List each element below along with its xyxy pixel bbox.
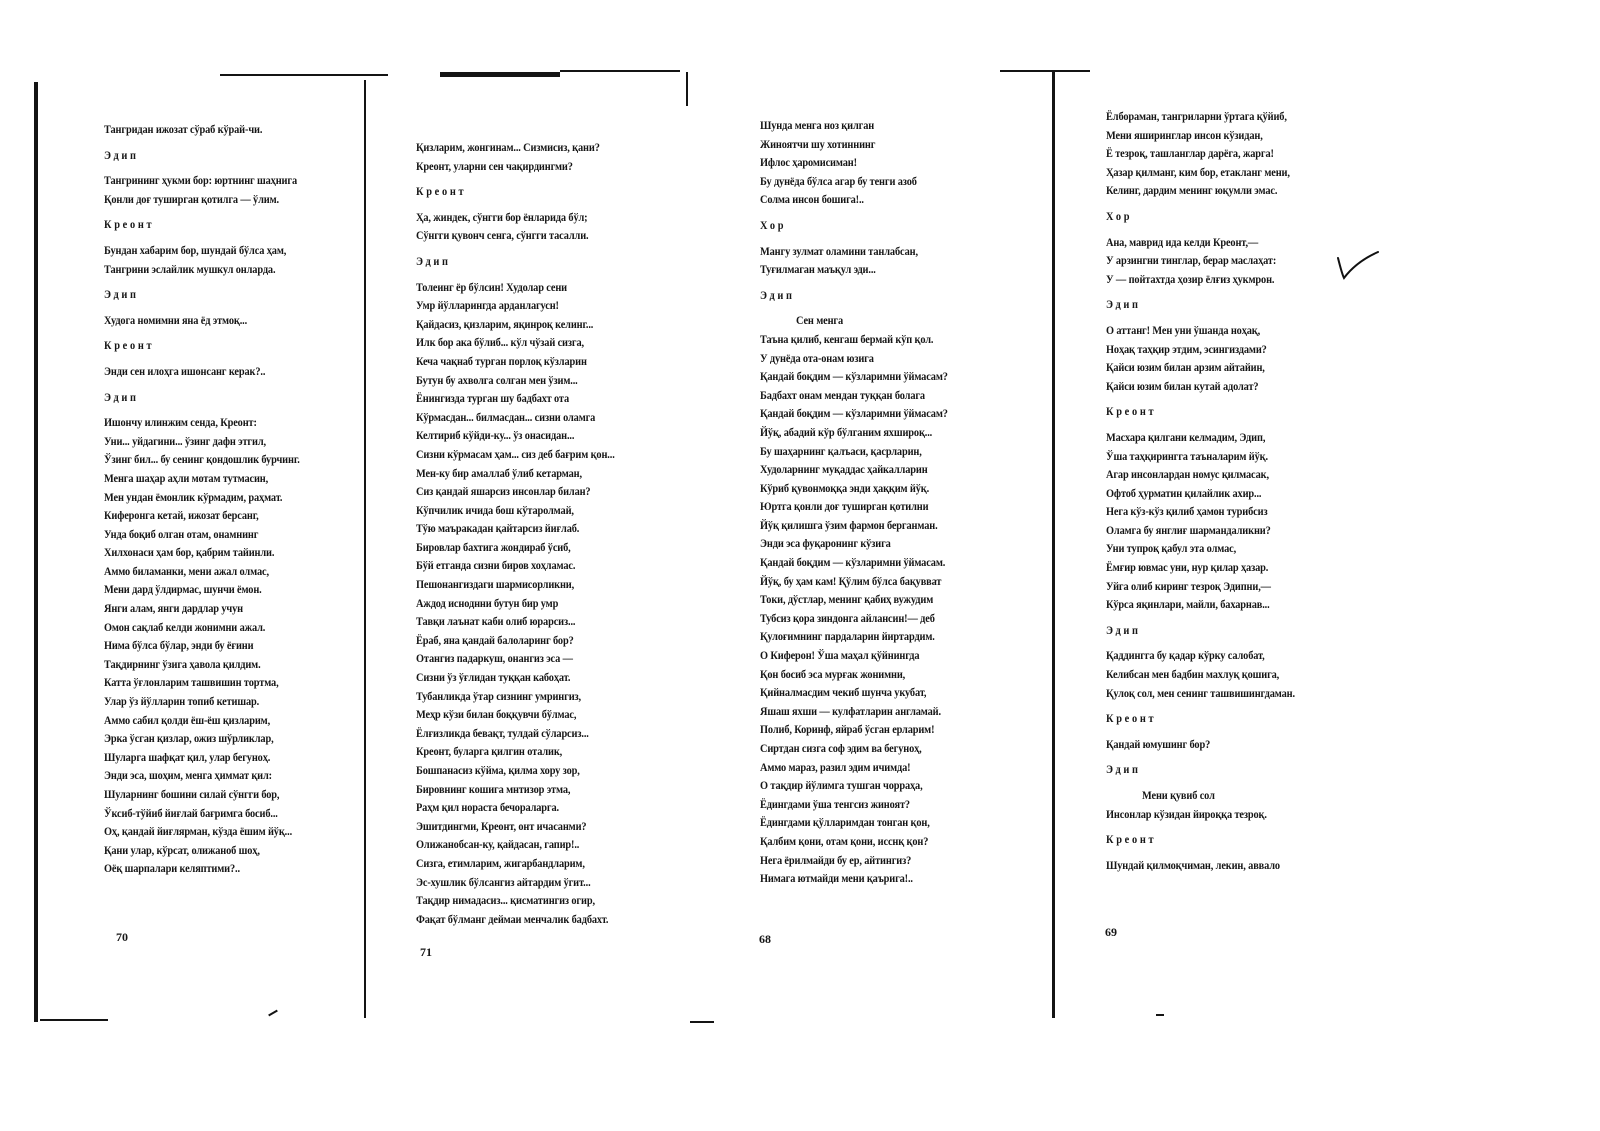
speaker-name: Хор [1106, 210, 1133, 223]
verse-line: Қандай боқдим — кўзларимни ўймасам. [760, 557, 946, 570]
speaker-name: Эдип [416, 255, 451, 268]
page-text [760, 117, 948, 889]
verse-line: Оҳ, қандай йиғлярман, кўзда ёшим йўқ... [104, 826, 293, 839]
verse-line: Ҳа, жиндек, сўнгги бор ёнларида бўл; [416, 211, 588, 224]
speaker-name: Эдип [104, 391, 139, 404]
page-number: 70 [116, 930, 128, 944]
verse-line: Тангридан ижозат сўраб кўрай-чи. [104, 124, 263, 136]
verse-line: Умр йўлларингда арданлагусн! [416, 300, 559, 313]
speaker-name: Эдип [1106, 299, 1141, 312]
verse-line: Токи, дўстлар, менинг қабиҳ вужудим [760, 594, 934, 607]
verse-line: Оёқ шарпалари келяптими?.. [104, 863, 240, 876]
verse-line: Қандай боқдим — кўзларимни ўймасам? [760, 408, 948, 421]
verse-line: Нега кўз-кўз қилиб ҳамон турибсиз [1106, 506, 1268, 519]
verse-line: Ишончу илинжим сенда, Креонт: [104, 417, 257, 430]
speaker-name: Креонт [104, 219, 155, 232]
verse-line: Агар инсонлардан номус қилмасак, [1106, 469, 1269, 482]
verse-line: Толеинг ёр бўлсин! Худолар сени [416, 281, 568, 294]
verse-line: Яшаш яхши — кулфатларин англамай. [760, 705, 941, 718]
verse-line: Сиз қандай яшарсиз инсонлар билан? [416, 486, 591, 499]
verse-line: Тақдир нимадасиз... қисматингиз огир, [416, 895, 595, 908]
verse-line: Фақат бўлманг деймаи менчалик бадбахт. [416, 913, 609, 926]
verse-line: Қон босиб эса мурғак жонимни, [760, 668, 906, 681]
verse-line: Ё тезроқ, ташланглар дарёга, жарга! [1106, 148, 1274, 161]
verse-line: Эшитдингми, Креонт, онт ичасанми? [416, 820, 587, 833]
scan-edge-center-tick [686, 72, 688, 106]
verse-line: Мен ундан ёмонлик кўрмадим, раҳмат. [104, 491, 283, 504]
verse-line: Тубанликда ўтар сизнинг умрингиз, [416, 690, 582, 703]
verse-line: Сизга, етимларим, жигарбандларим, [416, 857, 585, 870]
verse-line: Олижанобсан-ку, қайдасан, гапир!.. [416, 839, 580, 852]
verse-line: Қандай юмушинг бор? [1106, 738, 1211, 751]
page-number: 69 [1105, 925, 1117, 939]
page-71 [416, 139, 615, 929]
verse-line: Ҳазар қилманг, ким бор, етакланг мени, [1106, 166, 1290, 179]
scan-line-bottom-2 [690, 1021, 714, 1023]
verse-line: Нима бўлса бўлар, энди бу ёғини [104, 640, 254, 653]
verse-line: Кўпчилик ичида бош кўтаролмай, [416, 504, 574, 517]
verse-line: Эрка ўсган қизлар, ожиз шўрликлар, [104, 733, 274, 746]
verse-line: Масхара қилгани келмадим, Эдип, [1106, 431, 1266, 444]
verse-line: Қийналмасдим чекиб шунча укубат, [760, 687, 927, 700]
verse-line: О аттанг! Мен уни ўшанда ноҳақ, [1106, 324, 1261, 337]
verse-line: Ёлбораман, тангриларни ўртага қўйиб, [1106, 111, 1287, 123]
scan-line-bottom-1 [40, 1019, 108, 1021]
verse-line: Ёдингдами қўлларимдан тонган қон, [760, 817, 930, 830]
verse-line: О Киферон! Ўша маҳал қўйнингда [760, 650, 920, 663]
scan-speck-1 [268, 1010, 278, 1017]
verse-line: Ёдингдами ўша тенгсиз жиноят? [760, 798, 910, 811]
page-70 [104, 121, 300, 879]
speaker-name: Креонт [104, 340, 155, 353]
verse-line: Омон сақлаб келди жонимни ажал. [104, 621, 266, 634]
verse-line: Кўриб қувонмоққа энди ҳаққим йўқ. [760, 482, 930, 495]
verse-line: Келтириб кўйди-ку... ўз онасидан... [416, 430, 575, 443]
verse-line: Уни тупроқ қабул эта олмас, [1106, 543, 1237, 556]
verse-line: Сизни ўз ўғлидан туққан кабоҳат. [416, 672, 571, 685]
verse-line: Илк бор ака бўлиб... кўл чўзай сизга, [416, 337, 584, 350]
verse-line: Уйга олиб киринг тезроқ Эдипни,— [1106, 580, 1271, 593]
verse-line: Янги алам, янги дардлар учун [104, 603, 243, 616]
verse-line: Қулоқ сол, мен сенинг ташвишингдаман. [1106, 687, 1295, 700]
verse-line: Ўксиб-тўйиб йиғлай бағримга босиб... [104, 807, 278, 820]
verse-line: Отангиз падаркуш, онангиз эса — [416, 653, 573, 666]
verse-line: Келибсан мен бадбин махлуқ қошига, [1106, 669, 1280, 682]
verse-line: Ўша таҳқирингга таъналарим йўқ. [1106, 450, 1268, 463]
speaker-name: Эдип [1106, 764, 1141, 777]
verse-line: Креонт, буларга қилгин оталик, [416, 746, 563, 759]
verse-line: Бу дунёда бўлса агар бу тенги азоб [760, 175, 917, 188]
verse-line: Тангрини эслайлик мушкул онларда. [104, 263, 276, 276]
page-number: 68 [759, 932, 771, 946]
speaker-name: Креонт [1106, 406, 1157, 419]
page-number: 71 [420, 945, 432, 959]
verse-line: Ёнингизда турган шу бадбахт ота [416, 393, 569, 406]
verse-line: Қандай боқдим — кўзларимни ўймасам? [760, 371, 948, 384]
verse-line: Кўрмасдан... билмасдан... сизни оламга [416, 411, 596, 424]
speaker-name: Креонт [1106, 834, 1157, 847]
verse-line: Солма инсон бошига!.. [760, 194, 864, 207]
verse-line: Қайси юзим билан кутай адолат? [1106, 380, 1259, 393]
verse-line: Қайси юзим билан арзим айтайин, [1106, 362, 1265, 375]
verse-line: Тавқи лаънат каби олиб юрарсиз... [416, 616, 576, 629]
verse-line: Шуларнинг бошини силай сўнгги бор, [104, 789, 280, 801]
page-68 [760, 117, 948, 889]
verse-line: Қани улар, кўрсат, олижаноб шоҳ, [104, 844, 260, 857]
verse-line: Кеча чақнаб турган порлоқ кўзларин [416, 355, 587, 368]
verse-line: Тангрининг ҳукми бор: юртнинг шаҳнига [104, 175, 297, 188]
verse-line: Келинг, дардим менинг юқумли эмас. [1106, 185, 1278, 198]
verse-line: Энди эса фуқаронинг кўзига [760, 538, 891, 551]
verse-line: Мени дард ўлдирмас, шунчи ёмон. [104, 584, 262, 597]
speaker-name: Креонт [1106, 713, 1157, 726]
verse-line: О тақдир йўлимга тушган чорраҳа, [760, 780, 923, 793]
verse-line: Тўю маъракадан қайтарсиз йиғлаб. [416, 523, 580, 536]
verse-line: Мен-ку бир амаллаб ўлиб кетарман, [416, 467, 582, 480]
verse-line: Қаддингга бу қадар кўрку салобат, [1106, 650, 1265, 663]
scan-edge-center-right [1052, 70, 1055, 1018]
speaker-name: Хор [760, 219, 787, 232]
verse-line: Унда боқиб олган отам, онамнинг [104, 528, 259, 541]
scan-line-top-3 [560, 70, 680, 72]
verse-line: Юртга қонли доғ туширган қотилни [760, 501, 929, 514]
verse-line: Аммо сабил қолди ёш-ёш қизларим, [104, 714, 271, 727]
page-text [104, 121, 300, 879]
verse-line: Худоларнинг муқаддас ҳайкалларин [760, 464, 928, 477]
verse-line: Энди эса, шоҳим, менга ҳиммат қил: [104, 770, 273, 783]
page-text [416, 139, 615, 929]
verse-line: Ноҳақ таҳқир этдим, эсингиздами? [1106, 343, 1267, 356]
verse-line: Улар ўз йўлларин топиб кетишар. [104, 696, 260, 709]
verse-line: Йўқ, абадий кўр бўлганим яхшироқ... [760, 426, 933, 439]
verse-line: Полиб, Коринф, яйраб ўсган ерларим! [760, 724, 935, 737]
verse-line: Нимага ютмайди мени қаърига!.. [760, 873, 913, 886]
verse-line: Йўқ, бу ҳам кам! Қўлим бўлса бақувват [760, 575, 942, 588]
page-69 [1106, 108, 1295, 875]
verse-line: Худога номимни яна ёд этмоқ... [104, 314, 248, 327]
verse-line: У дунёда ота-онам юзига [760, 352, 874, 365]
verse-line: У арзингни тинглар, берар маслаҳат: [1106, 255, 1277, 268]
verse-line: Оламга бу янглиғ шармандаликни? [1106, 524, 1271, 537]
verse-line: Туғилмаган маъқул эди... [760, 264, 876, 277]
verse-line: Ёраб, яна қандай балоларинг бор? [416, 634, 574, 647]
verse-line: Аммо биламанки, мени ажал олмас, [104, 565, 269, 578]
verse-line: Ифлос ҳаромисиман! [760, 157, 857, 170]
verse-line: Аммо мараз, разил эдим ичимда! [760, 761, 911, 774]
speaker-name: Эдип [1106, 624, 1141, 637]
verse-line: Менга шаҳар аҳли мотам тутмасин, [104, 472, 269, 485]
verse-line: Катта ўғлонларим ташвишин тортма, [104, 677, 279, 690]
verse-line: Бировнинг кошига мнтизор этма, [416, 783, 571, 796]
verse-line: Энди сен илоҳга ишонсанг керак?.. [104, 365, 266, 378]
verse-line: Мени яширинглар инсон кўзидан, [1106, 129, 1263, 142]
verse-line: Йўқ қилишга ўзим фармон берганман. [760, 519, 938, 532]
speaker-name: Креонт [416, 186, 467, 199]
verse-line: Бу шаҳарнинг қалъаси, қасрларин, [760, 445, 922, 458]
scan-edge-center-left [364, 80, 366, 1018]
verse-line: Бошпанасиз кўйма, қилма хору зор, [416, 765, 580, 777]
speaker-name: Эдип [760, 289, 795, 302]
verse-line: Киферонга кетай, ижозат берсанг, [104, 510, 259, 523]
verse-line: Сўнгги қувонч сенга, сўнгги тасалли. [416, 230, 589, 243]
verse-line: Мени қувиб сол [1142, 790, 1215, 802]
verse-line: Бутун бу ахволга солган мен ўзим... [416, 374, 578, 387]
verse-line: Тақдирнинг ўзига ҳавола қилдим. [104, 658, 261, 671]
verse-line: Пешонангиздаги шармисорликни, [416, 579, 575, 592]
verse-line: Раҳм қил нораста бечораларга. [416, 802, 559, 815]
verse-line: Шундай қилмоқчиман, лекин, аввало [1106, 859, 1280, 872]
verse-line: Ана, маврид ида келди Креонт,— [1106, 236, 1259, 249]
verse-line: Тубсиз қора зиндонга айлансин!— деб [760, 612, 935, 625]
verse-line: Бадбахт онам мендан туққан болага [760, 389, 925, 402]
speaker-name: Эдип [104, 149, 139, 162]
verse-line: Меҳр кўзи билан боққувчи бўлмас, [416, 709, 577, 722]
check-mark-icon [1336, 248, 1380, 282]
speaker-name: Эдип [104, 289, 139, 302]
scan-line-top-4 [1000, 70, 1090, 72]
verse-line: Қайдасиз, қизларим, яқинроқ келинг... [416, 318, 594, 331]
verse-line: У — пойтахтда ҳозир ёлғиз ҳукмрон. [1106, 273, 1275, 286]
verse-line: Бировлар бахтига жондираб ўсиб, [416, 541, 571, 554]
scan-speck-2 [1156, 1014, 1164, 1016]
scan-line-top-1 [220, 74, 388, 76]
verse-line: Офтоб ҳурматин қилайлик ахир... [1106, 487, 1262, 500]
verse-line: Ўзинг бил... бу сенинг қондошлик бурчинг. [104, 454, 300, 467]
scan-edge-left [34, 82, 38, 1022]
verse-line: Таъна қилиб, кенгаш бермай кўп қол. [760, 333, 934, 346]
verse-line: Қизларим, жонгинам... Сизмисиз, қани? [416, 142, 600, 154]
verse-line: Аждод исноднни бутун бир умр [416, 597, 559, 610]
verse-line: Қулоғимнинг пардаларин йиртардим. [760, 631, 935, 644]
verse-line: Сизни кўрмасам ҳам... сиз деб бағрим қон... [416, 448, 615, 461]
verse-line: Кўрса яқинлари, майли, бахарнав... [1106, 599, 1270, 612]
verse-line: Ёмғир ювмас уни, нур қилар ҳазар. [1106, 562, 1269, 575]
verse-line: Бундан хабарим бор, шундай бўлса ҳам, [104, 244, 287, 257]
verse-line: Нега ёрилмайди бу ер, айтингиз? [760, 854, 912, 867]
verse-line: Эс-хушлик бўлсангиз айтардим ўгит... [416, 876, 591, 889]
verse-line: Шунда менга ноз қилган [760, 120, 875, 132]
verse-line: Инсонлар кўзидан йироққа тезроқ. [1106, 808, 1267, 821]
verse-line: Қалбим қони, отам қони, исснқ қон? [760, 835, 929, 848]
verse-line: Сен менга [796, 315, 844, 328]
verse-line: Жиноятчи шу хотиннинг [760, 138, 876, 151]
verse-line: Уни... уйдагини... ўзинг дафн этгил, [104, 435, 266, 448]
scan-line-top-2 [440, 72, 560, 77]
verse-line: Креонт, уларни сен чақирдингми? [416, 160, 573, 173]
verse-line: Шуларга шафқат қил, улар бегуноҳ. [104, 751, 271, 764]
verse-line: Мангу зулмат оламини танлабсан, [760, 245, 918, 258]
verse-line: Сиртдан сизга соф эдим ва бегуноҳ, [760, 743, 922, 755]
page-text [1106, 108, 1295, 875]
verse-line: Хилхонаси ҳам бор, қабрим тайинли. [104, 547, 275, 560]
verse-line: Бўй етганда сизни биров хоҳламас. [416, 560, 576, 573]
verse-line: Қонли доғ туширган қотилга — ўлим. [104, 193, 279, 206]
verse-line: Ёлғизликда бевақт, тулдай сўларсиз... [416, 727, 589, 740]
